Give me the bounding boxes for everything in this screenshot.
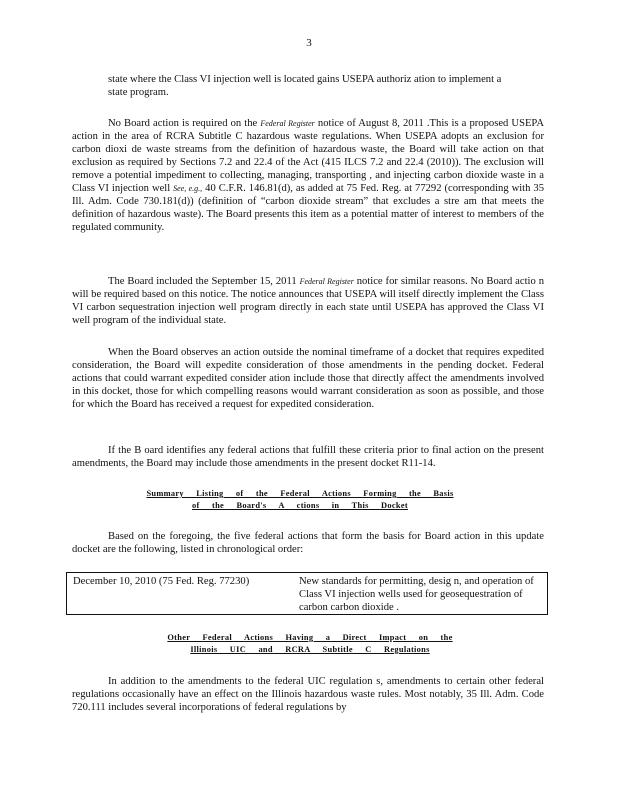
summary-heading: Summary Listing of the Federal Actions Forming the Basis of the Board's A ctions in This Docket xyxy=(146,489,454,510)
paragraph-september-notice: The Board included the September 15, 2011 Federal Register notice for similar reasons. No Board actio n will be required based on this notice. The notice announces that USEPA will itself directly implement the Class VI carbon sequestration injection well program directly in each state until USEPA has approved the Class VI well program of the individual state. xyxy=(72,276,544,326)
paragraph-foregoing: Based on the foregoing, the five federal actions that form the basis for Board action in this update docket are the following, listed in chronological order: xyxy=(72,531,544,555)
page-number: 3 xyxy=(306,37,312,49)
table-cell-date: December 10, 2010 (75 Fed. Reg. 77230) xyxy=(73,576,250,587)
paragraph-federal-actions: If the B oard identifies any federal actions that fulfill these criteria prior to final action on the present amendments, the Board may include those amendments in the present docket R11-14. xyxy=(72,445,544,469)
table-cell-description: New standards for permitting, desig n, and operation of Class VI injection wells used for geosequestration of carbon carbon dioxide . xyxy=(299,576,534,613)
paragraph-board-action: No Board action is required on the Federal Register notice of August 8, 2011 .This is a proposed USEPA action in the area of RCRA Subtitle C hazardous waste regulations. When USEPA adopts an exclusion for carbon dioxi de waste streams from the definition of hazardous waste, the Board will take action on that exclusion as required by Sections 7.2 and 22.4 of the Act (415 ILCS 7.2 and 22.4 (2010)). The exclusion will remove a potential impediment to collecting, managing, transporting , and injecting carbon dioxide waste in a Class VI injection well See, e.g., 40 C.F.R. 146.81(d), as added at 75 Fed. Reg. at 77292 (corresponding with 35 Ill. Adm. Code 730.181(d)) (definition of “carbon dioxide stream” that excludes a stre am that meets the definition of hazardous waste). The Board presents this item as a potential matter of interest to members of the regulated community. xyxy=(72,118,544,233)
paragraph-other-regulations: In addition to the amendments to the federal UIC regulation s, amendments to certain other federal regulations occasionally have an effect on the Illinois hazardous waste rules. Most notably, 35 Ill. Adm. Code 720.111 includes several incorporations of federal regulations by xyxy=(72,676,544,713)
federal-actions-table xyxy=(66,572,548,615)
other-actions-heading: Other Federal Actions Having a Direct Impact on the Illinois UIC and RCRA Subtitle C Regulations xyxy=(167,633,453,654)
federal-register-italic: Federal Register xyxy=(260,119,315,128)
federal-register-italic-2: Federal Register xyxy=(299,277,354,286)
quoted-text: state where the Class VI injection well is located gains USEPA authoriz ation to implement a state program. xyxy=(108,74,502,98)
see-eg-italic: See, e.g., xyxy=(173,184,203,193)
paragraph-expedited: When the Board observes an action outside the nominal timeframe of a docket that requires expedited consideration, the Board will expedite consideration of those amendments in the pending docket. Federal actions that could warrant expedited consider ation include those that directly affect the amendments involved in this docket, those for which compelling reasons would warrant consideration as soon as possible, and those for which the Board has received a request for expedited consideration. xyxy=(72,347,544,410)
